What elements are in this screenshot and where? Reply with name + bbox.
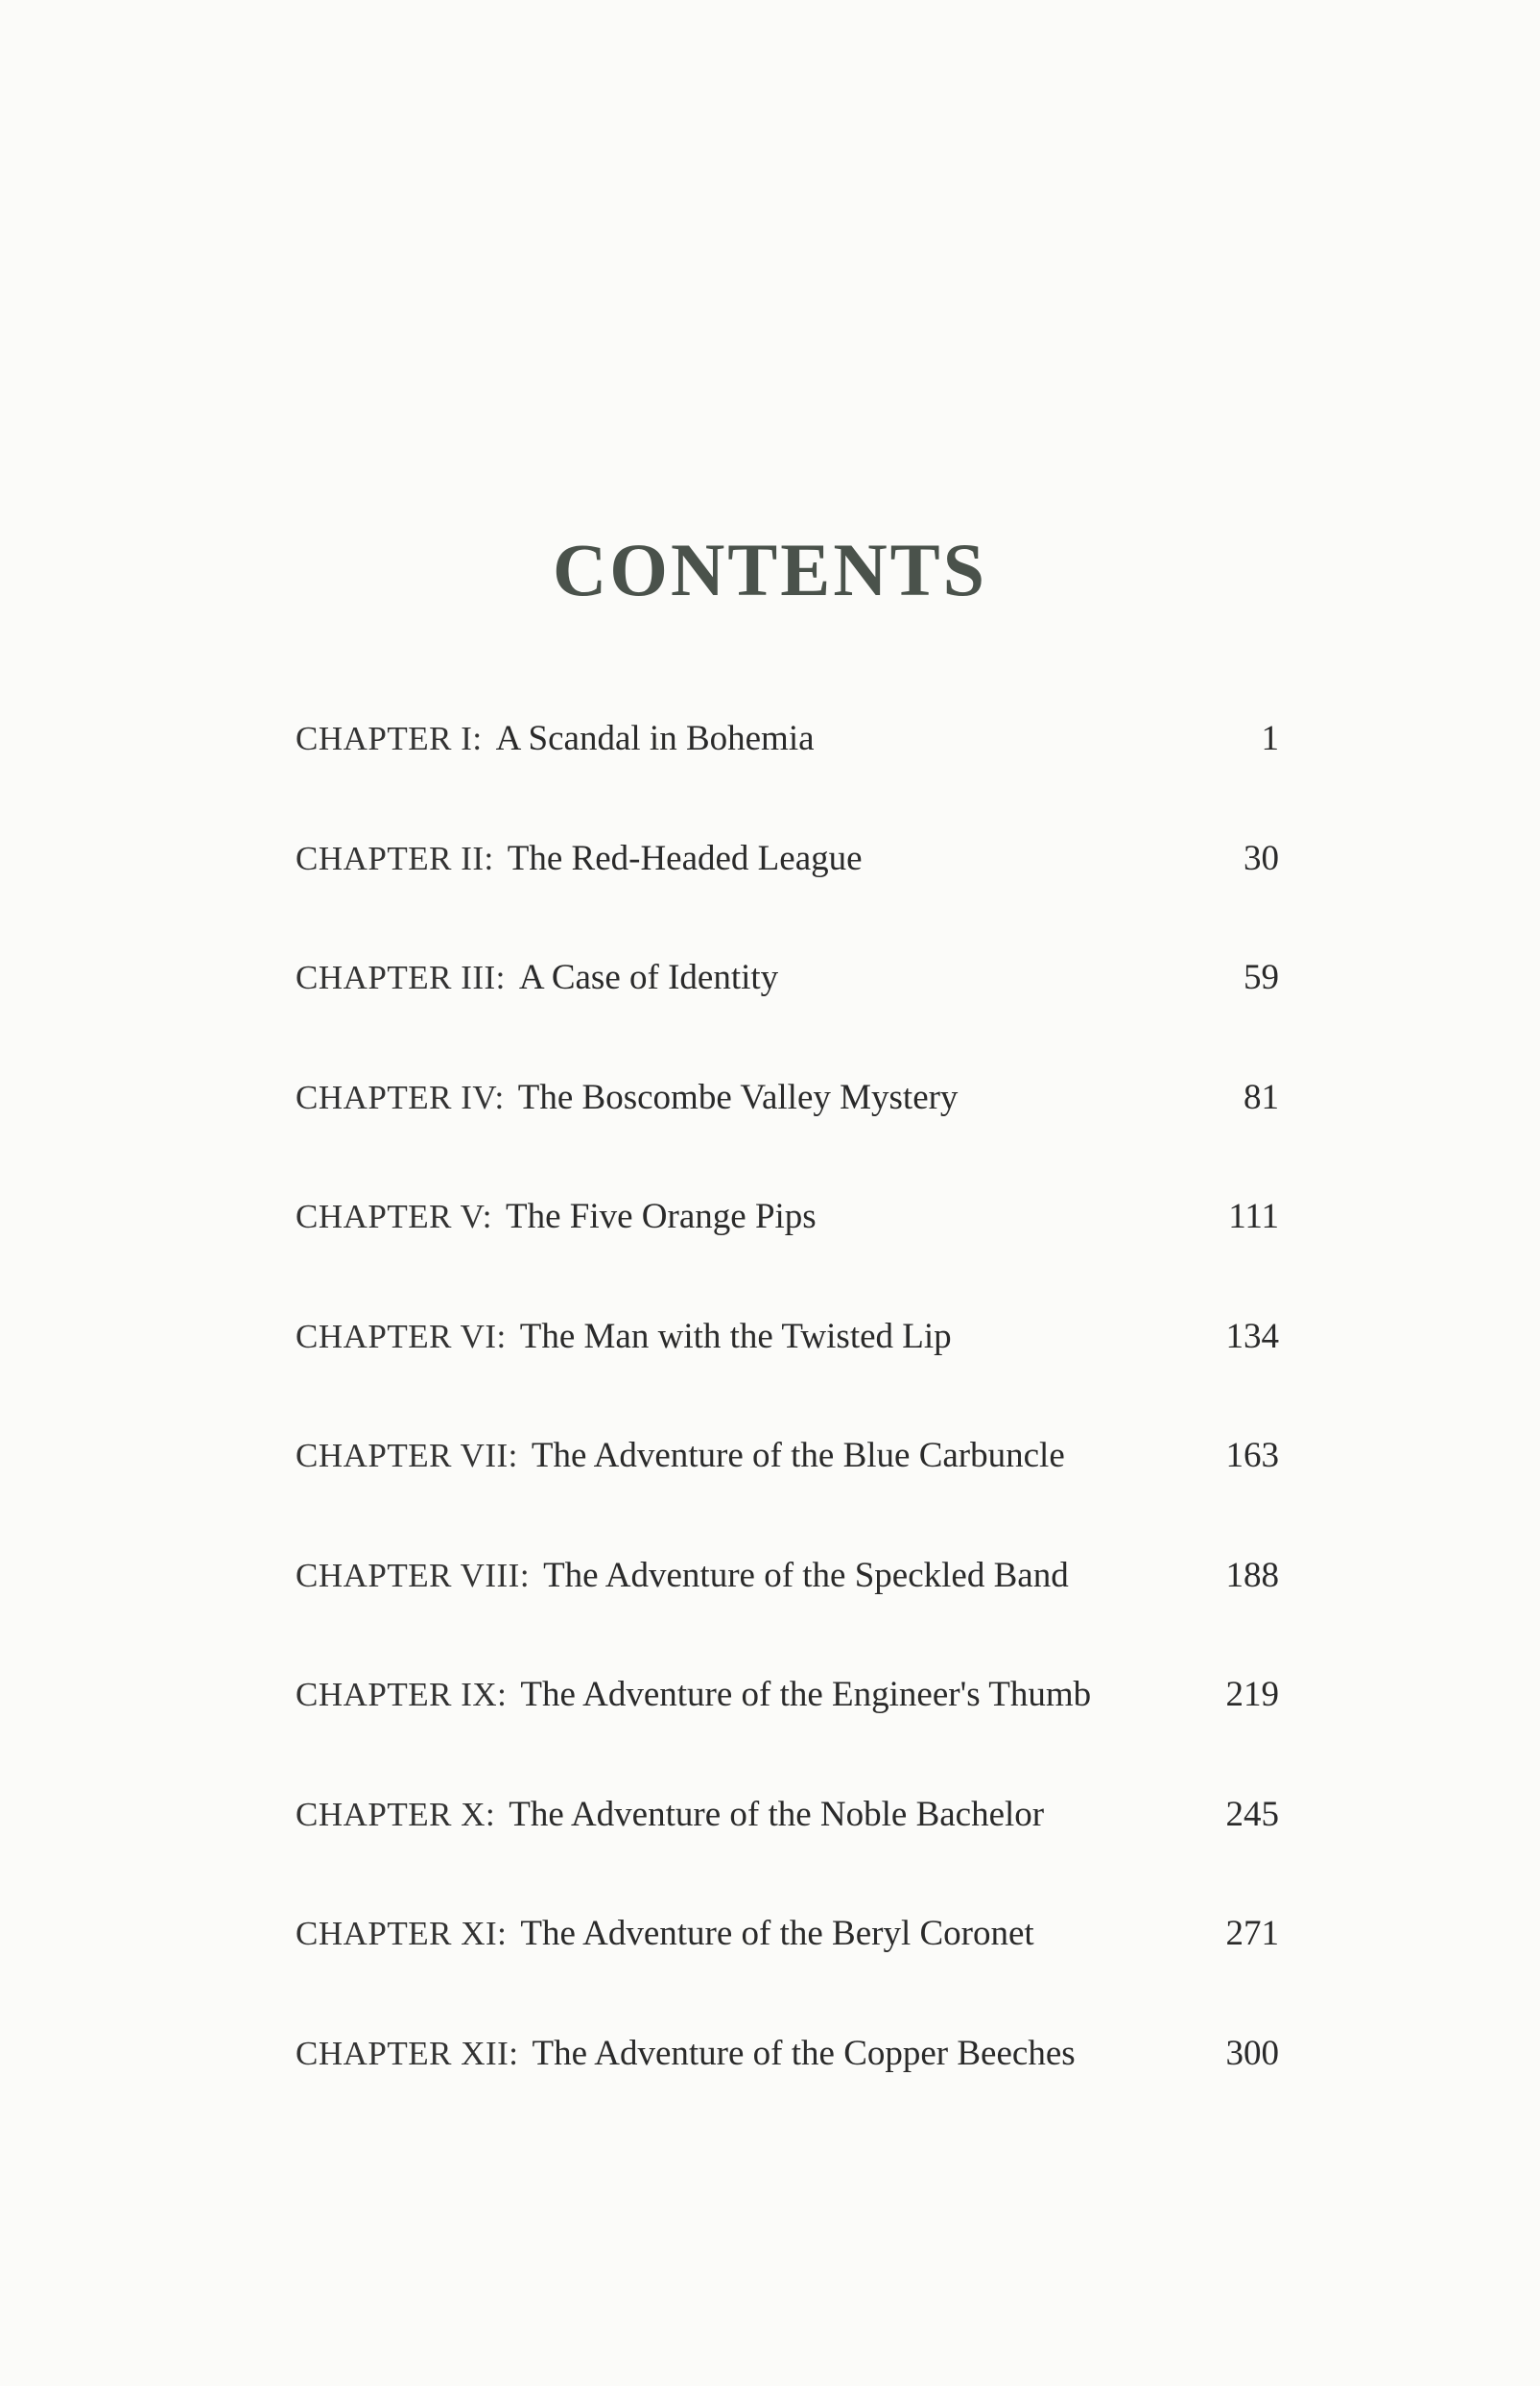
chapter-title: The Adventure of the Beryl Coronet — [520, 1914, 1034, 1953]
page-number: 30 — [1244, 838, 1279, 878]
toc-entry — [296, 1547, 1279, 1667]
chapter-title: The Adventure of the Speckled Band — [543, 1555, 1069, 1595]
chapter-title: The Adventure of the Copper Beeches — [532, 2033, 1076, 2073]
chapter-title: The Adventure of the Noble Bachelor — [509, 1794, 1045, 1834]
chapter-title: The Red-Headed League — [507, 838, 863, 878]
page-number: 271 — [1225, 1914, 1279, 1953]
page-number: 1 — [1261, 719, 1279, 758]
page-number: 81 — [1244, 1077, 1279, 1117]
chapter-title: A Scandal in Bohemia — [495, 719, 815, 758]
toc-entry — [296, 830, 1279, 950]
page-number: 111 — [1228, 1197, 1279, 1236]
chapter-label: CHAPTER XII: — [296, 2034, 519, 2072]
chapter-label: CHAPTER V: — [296, 1198, 492, 1235]
chapter-label: CHAPTER X: — [296, 1795, 496, 1833]
table-of-contents — [296, 710, 1279, 2144]
chapter-label: CHAPTER II: — [296, 839, 494, 877]
chapter-label: CHAPTER IX: — [296, 1676, 508, 1713]
page-number: 163 — [1225, 1436, 1279, 1475]
toc-entry — [296, 1069, 1279, 1189]
toc-entry — [296, 710, 1279, 830]
chapter-label: CHAPTER I: — [296, 720, 483, 757]
chapter-title: The Adventure of the Engineer's Thumb — [520, 1675, 1092, 1714]
toc-entry — [296, 1905, 1279, 2025]
page-number: 134 — [1225, 1316, 1279, 1356]
chapter-label: CHAPTER VIII: — [296, 1556, 531, 1594]
chapter-title: The Man with the Twisted Lip — [519, 1316, 952, 1356]
chapter-title: The Five Orange Pips — [506, 1197, 817, 1236]
toc-entry — [296, 2025, 1279, 2145]
chapter-label: CHAPTER XI: — [296, 1915, 508, 1952]
chapter-label: CHAPTER III: — [296, 959, 506, 996]
page-number: 300 — [1225, 2033, 1279, 2073]
page-number: 59 — [1244, 958, 1279, 997]
toc-entry — [296, 1188, 1279, 1308]
toc-entry — [296, 1427, 1279, 1547]
page-number: 245 — [1225, 1794, 1279, 1834]
chapter-label: CHAPTER VI: — [296, 1317, 507, 1355]
toc-entry — [296, 1786, 1279, 1906]
chapter-label: CHAPTER VII: — [296, 1437, 518, 1474]
chapter-title: The Boscombe Valley Mystery — [517, 1077, 959, 1117]
chapter-title: The Adventure of the Blue Carbuncle — [531, 1436, 1065, 1475]
page-number: 219 — [1225, 1675, 1279, 1714]
toc-entry — [296, 949, 1279, 1069]
page-number: 188 — [1225, 1555, 1279, 1595]
toc-entry — [296, 1666, 1279, 1786]
chapter-label: CHAPTER IV: — [296, 1078, 505, 1116]
contents-heading: CONTENTS — [552, 528, 988, 611]
chapter-title: A Case of Identity — [518, 958, 779, 997]
toc-entry — [296, 1308, 1279, 1428]
